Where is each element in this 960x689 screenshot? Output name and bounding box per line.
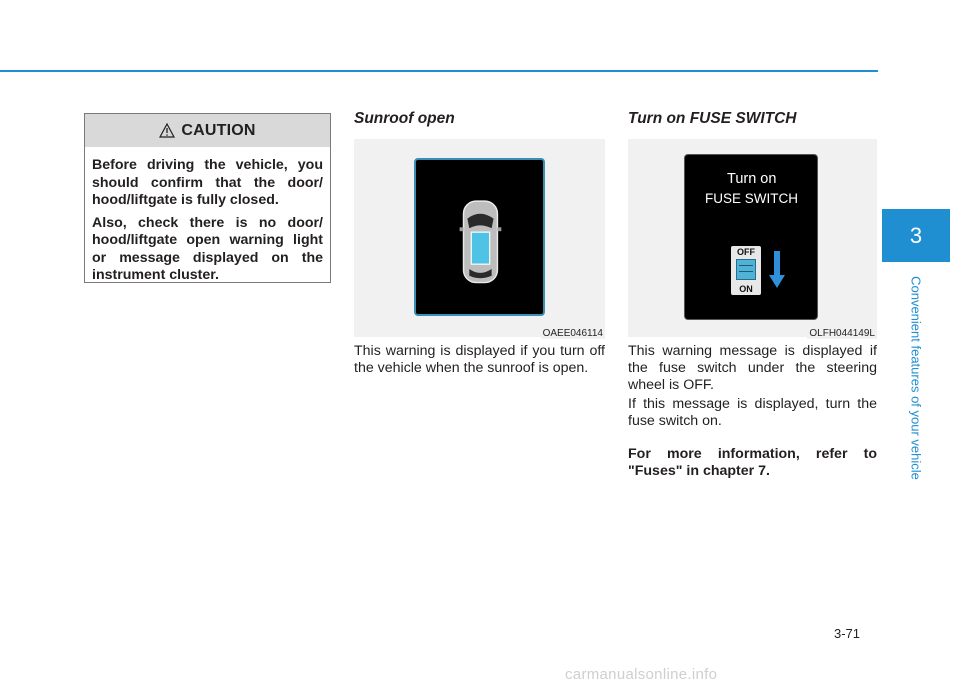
watermark: carmanualsonline.info [565,666,718,683]
sunroof-description: This warning is displayed if you turn off the vehicle when the sunroof is open. [354,343,605,376]
caution-paragraph: Before driving the vehicle, you should confirm that the door/ hood/liftgate is fully closed. [92,157,323,208]
sunroof-figure [354,139,605,337]
caution-body [85,147,330,285]
fuse-description: This warning message is displayed if the fuse switch under the steering wheel is OFF. [628,343,877,393]
sunroof-heading: Sunroof open [354,110,455,127]
caution-title: CAUTION [181,121,256,139]
figure-code: OLFH044149L [809,328,875,339]
sunroof-display [414,158,545,316]
car-top-view-icon [416,160,543,314]
fuse-switch-figure [628,139,877,337]
fuse-instruction: If this message is displayed, turn the fuse switch on. [628,396,877,429]
caution-box [84,113,331,283]
switch-on-label: ON [739,284,753,294]
switch-slider [736,259,756,280]
fuse-switch-icon [731,246,761,295]
figure-code: OAEE046114 [542,328,603,339]
chapter-title: Convenient features of your vehicle [908,276,924,480]
arrow-down-icon [769,251,785,289]
page-number: 3-71 [834,626,861,641]
caution-header [85,114,330,147]
fuse-reference: For more information, refer to "Fuses" in chapter 7. [628,446,877,479]
fuse-switch-display [684,154,818,320]
caution-paragraph: Also, check there is no door/ hood/liftgate open warning light or message displayed on the instrument cluster. [92,214,323,283]
fuse-heading: Turn on FUSE SWITCH [628,110,797,127]
chapter-tab: 3 [882,209,950,262]
display-line: FUSE SWITCH [705,191,798,206]
switch-off-label: OFF [737,247,755,257]
top-rule [0,70,878,72]
display-line: Turn on [727,171,777,187]
warning-triangle-icon [159,123,175,138]
